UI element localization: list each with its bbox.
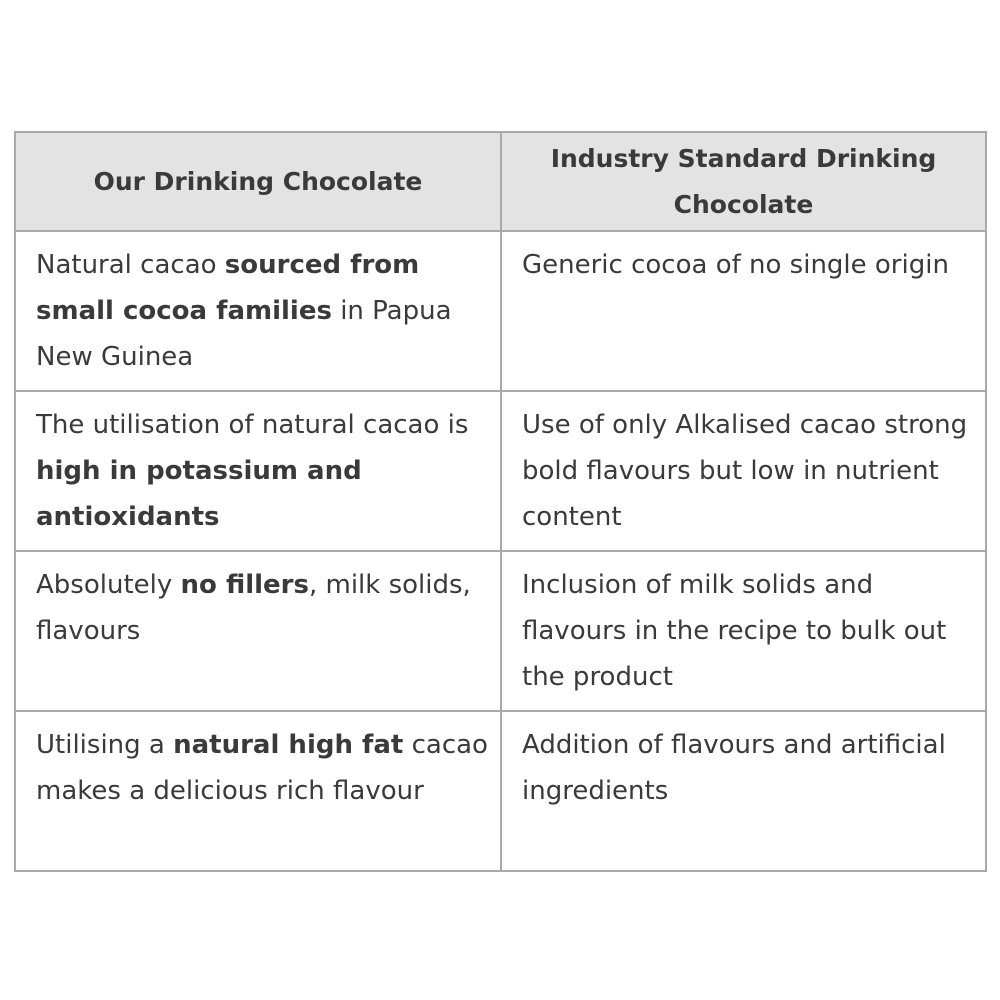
header-row <box>15 132 986 231</box>
header-industry-standard: Industry Standard Drinking Chocolate <box>501 132 986 231</box>
cell-text: Utilising a <box>36 730 174 760</box>
cell-ours <box>15 551 501 711</box>
cell-highlight: natural high fat <box>173 730 404 760</box>
cell-ours <box>15 391 501 551</box>
cell-industry: Generic cocoa of no single origin <box>501 231 986 391</box>
cell-highlight: no fillers <box>180 570 309 600</box>
cell-text: cacao makes a delicious rich flavour <box>36 730 488 806</box>
cell-text: Natural cacao <box>36 250 225 280</box>
cell-industry: Use of only Alkalised cacao strong bold flavours but low in nutrient content <box>501 391 986 551</box>
cell-industry: Addition of flavours and artificial ingredients <box>501 711 986 871</box>
cell-highlight: sourced from small cocoa families <box>36 250 420 326</box>
cell-text: in Papua New Guinea <box>36 296 452 372</box>
table-body <box>15 231 986 871</box>
cell-text: Absolutely <box>36 570 181 600</box>
table-row <box>15 391 986 551</box>
header-our-drinking-chocolate: Our Drinking Chocolate <box>15 132 501 231</box>
table-row <box>15 551 986 711</box>
cell-text: The utilisation of natural cacao is <box>36 410 469 440</box>
cell-industry: Inclusion of milk solids and flavours in the recipe to bulk out the product <box>501 551 986 711</box>
cell-ours <box>15 231 501 391</box>
cell-text: , milk solids, flavours <box>36 570 471 646</box>
cell-ours <box>15 711 501 871</box>
table-header <box>15 132 986 231</box>
table-row <box>15 231 986 391</box>
table-row <box>15 711 986 871</box>
cell-highlight: high in potassium and antioxidants <box>36 456 362 532</box>
comparison-table <box>14 131 987 872</box>
